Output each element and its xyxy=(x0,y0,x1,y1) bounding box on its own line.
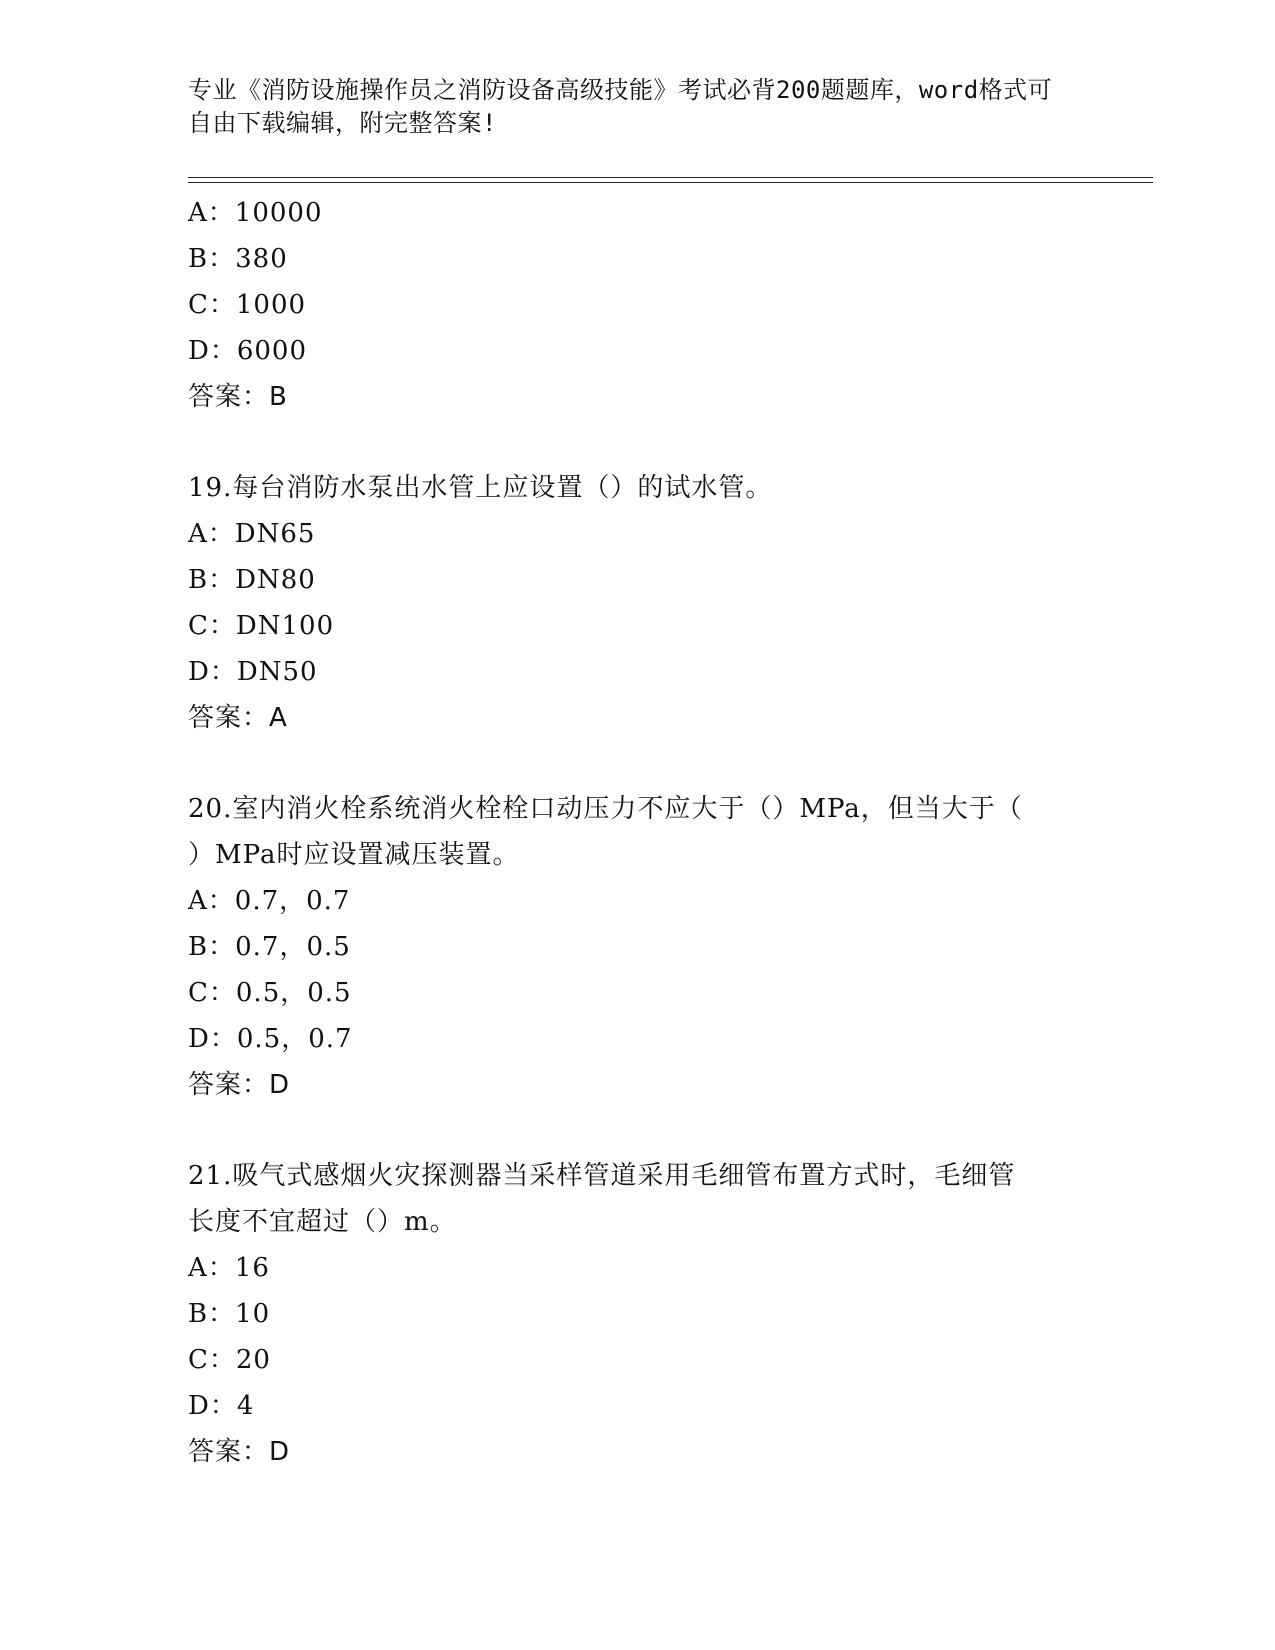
answer-line: 答案：B xyxy=(188,382,288,412)
header-divider-bottom xyxy=(188,182,1153,183)
option-c: C：1000 xyxy=(188,290,307,320)
question-stem: 19.每台消防水泵出水管上应设置（）的试水管。 xyxy=(188,473,773,503)
option-a: A：0.7，0.7 xyxy=(188,886,351,916)
answer-line: 答案：D xyxy=(188,1070,291,1100)
option-b: B：10 xyxy=(188,1299,271,1329)
question-block-20 xyxy=(188,786,1088,1108)
option-b: B：0.7，0.5 xyxy=(188,932,351,962)
question-stem-line-2: 长度不宜超过（）m。 xyxy=(188,1207,457,1237)
option-c: C：20 xyxy=(188,1345,271,1375)
option-a: A：DN65 xyxy=(188,519,316,549)
option-b: B：DN80 xyxy=(188,565,316,595)
option-c: C：DN100 xyxy=(188,611,335,641)
option-b: B：380 xyxy=(188,244,288,274)
spacer xyxy=(188,420,1088,465)
question-stem-line-1: 20.室内消火栓系统消火栓栓口动压力不应大于（）MPa，但当大于（ xyxy=(188,794,1023,824)
option-c: C：0.5，0.5 xyxy=(188,978,352,1008)
question-list xyxy=(188,190,1088,1475)
answer-line: 答案：D xyxy=(188,1437,291,1467)
question-block-19 xyxy=(188,465,1088,741)
question-block-21 xyxy=(188,1153,1088,1475)
question-block-18 xyxy=(188,190,1088,420)
option-a: A：10000 xyxy=(188,198,323,228)
document-header xyxy=(188,74,1088,140)
option-d: D：6000 xyxy=(188,336,308,366)
spacer xyxy=(188,741,1088,786)
header-title-line-1: 专业《消防设施操作员之消防设备高级技能》考试必背200题题库，word格式可 xyxy=(188,76,1053,104)
answer-line: 答案：A xyxy=(188,703,288,733)
spacer xyxy=(188,1108,1088,1153)
question-stem-line-1: 21.吸气式感烟火灾探测器当采样管道采用毛细管布置方式时，毛细管 xyxy=(188,1161,1016,1191)
option-d: D：4 xyxy=(188,1391,255,1421)
question-stem-line-2: ）MPa时应设置减压装置。 xyxy=(188,840,520,870)
option-a: A：16 xyxy=(188,1253,270,1283)
header-divider-top xyxy=(188,177,1153,178)
option-d: D：0.5，0.7 xyxy=(188,1024,353,1054)
header-title-line-2: 自由下载编辑，附完整答案! xyxy=(188,109,497,137)
option-d: D：DN50 xyxy=(188,657,318,687)
